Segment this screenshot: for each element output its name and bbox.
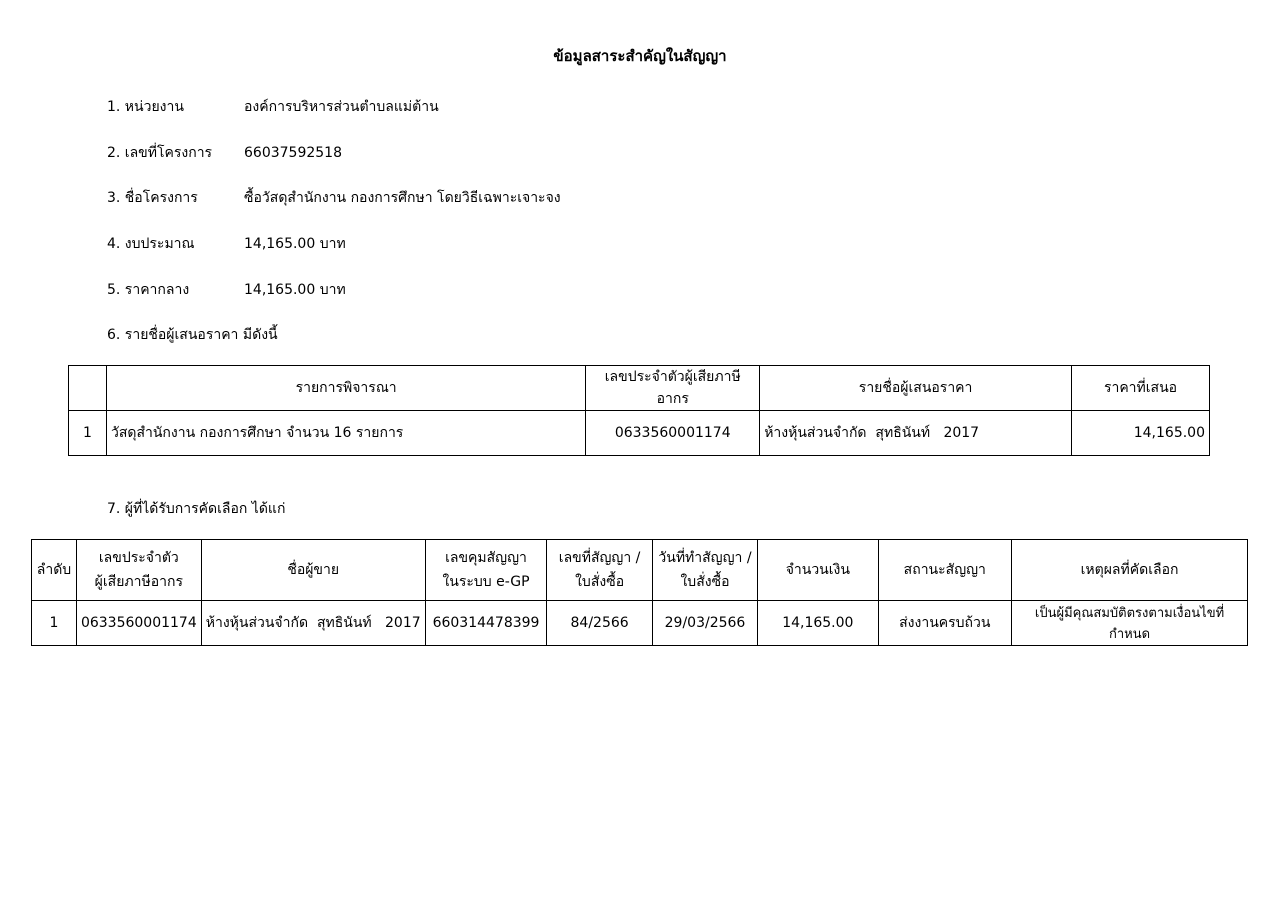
info-value: องค์การบริหารส่วนตำบลแม่ต้าน <box>244 99 439 115</box>
column-header: สถานะสัญญา <box>878 540 1012 601</box>
column-header: รายการพิจารณา <box>106 366 585 411</box>
info-label: 1. หน่วยงาน <box>107 99 184 115</box>
document-title: ข้อมูลสาระสำคัญในสัญญา <box>553 47 727 65</box>
info-value: 66037592518 <box>244 145 342 161</box>
section-6-title: 6. รายชื่อผู้เสนอราคา มีดังนี้ <box>107 327 278 343</box>
table-cell: 1 <box>32 601 77 646</box>
table-cell: ส่งงานครบถ้วน <box>878 601 1012 646</box>
column-header: รายชื่อผู้เสนอราคา <box>760 366 1072 411</box>
column-header: ชื่อผู้ขาย <box>201 540 425 601</box>
table-cell: 84/2566 <box>547 601 652 646</box>
table-cell: ห้างหุ้นส่วนจำกัด สุทธินันท์ 2017 <box>760 411 1072 456</box>
column-header: เลขประจำตัวผู้เสียภาษีอากร <box>586 366 760 411</box>
info-value: 14,165.00 บาท <box>244 236 346 252</box>
column-header: จำนวนเงิน <box>758 540 878 601</box>
info-row-budget <box>107 233 346 255</box>
table-header-row <box>32 540 1248 601</box>
info-value: 14,165.00 บาท <box>244 282 346 298</box>
table-row <box>32 601 1248 646</box>
table-cell: 0633560001174 <box>586 411 760 456</box>
column-header: เลขคุมสัญญา ในระบบ e-GP <box>425 540 547 601</box>
table-cell: 29/03/2566 <box>652 601 757 646</box>
table-cell: 1 <box>69 411 107 456</box>
info-row-agency <box>107 96 439 118</box>
info-label: 3. ชื่อโครงการ <box>107 190 198 206</box>
column-header: วันที่ทำสัญญา / ใบสั่งซื้อ <box>652 540 757 601</box>
selected-vendor-table <box>31 539 1248 646</box>
table-cell: 0633560001174 <box>76 601 201 646</box>
column-header: เลขประจำตัว ผู้เสียภาษีอากร <box>76 540 201 601</box>
section-7-title: 7. ผู้ที่ได้รับการคัดเลือก ได้แก่ <box>107 501 286 517</box>
column-header: ราคาที่เสนอ <box>1072 366 1210 411</box>
table-row <box>69 411 1210 456</box>
info-row-project-number <box>107 142 342 164</box>
info-row-median-price <box>107 279 346 301</box>
table-cell: 14,165.00 <box>758 601 878 646</box>
info-label: 2. เลขที่โครงการ <box>107 145 213 161</box>
column-header <box>69 366 107 411</box>
table-cell: ห้างหุ้นส่วนจำกัด สุทธินันท์ 2017 <box>201 601 425 646</box>
info-row-project-name <box>107 187 561 209</box>
info-label: 5. ราคากลาง <box>107 282 190 298</box>
bidders-table <box>68 365 1210 456</box>
column-header: เหตุผลที่คัดเลือก <box>1012 540 1248 601</box>
table-cell: 660314478399 <box>425 601 547 646</box>
info-label: 4. งบประมาณ <box>107 236 195 252</box>
table-cell: เป็นผู้มีคุณสมบัติตรงตามเงื่อนไขที่กำหนด <box>1012 601 1248 646</box>
info-value: ซื้อวัสดุสำนักงาน กองการศึกษา โดยวิธีเฉพาะเจาะจง <box>244 190 561 206</box>
table-cell: วัสดุสำนักงาน กองการศึกษา จำนวน 16 รายการ <box>106 411 585 456</box>
table-header-row <box>69 366 1210 411</box>
column-header: เลขที่สัญญา / ใบสั่งซื้อ <box>547 540 652 601</box>
column-header: ลำดับ <box>32 540 77 601</box>
table-cell: 14,165.00 <box>1072 411 1210 456</box>
